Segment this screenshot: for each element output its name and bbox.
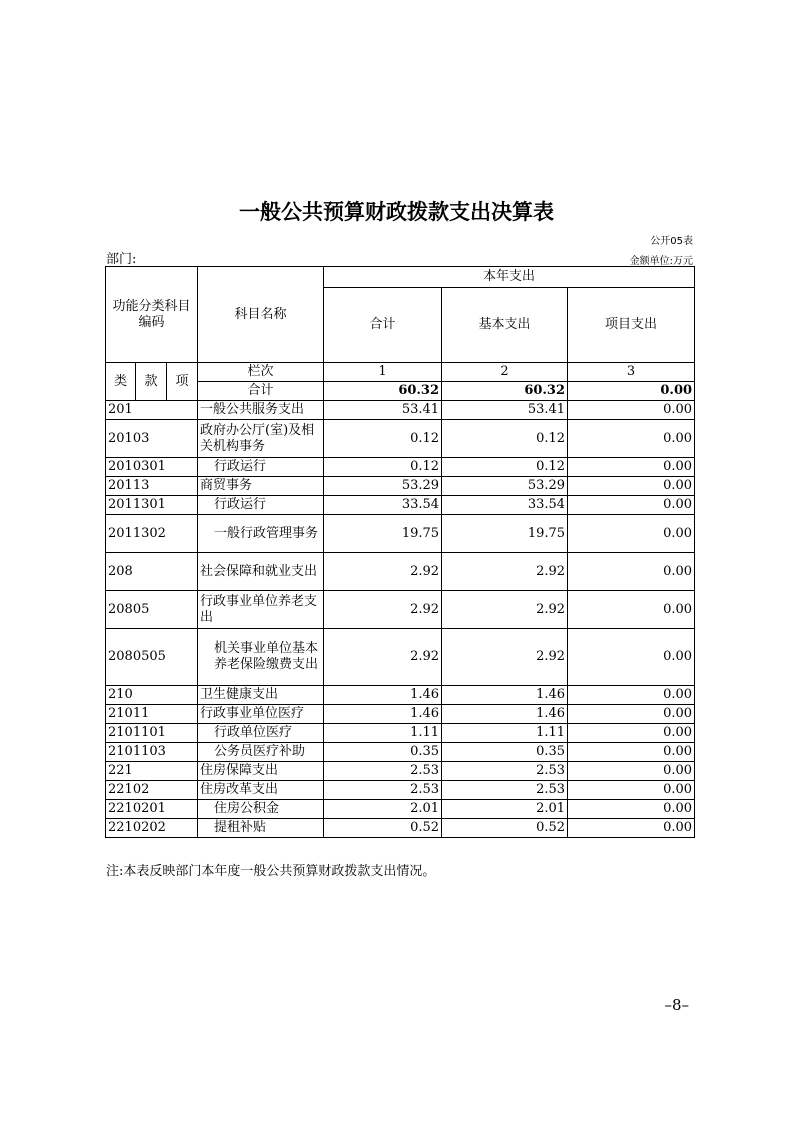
row-total: 33.54 <box>324 496 442 515</box>
row-code: 2210201 <box>106 800 198 819</box>
row-total: 2.92 <box>324 629 442 686</box>
row-basic: 1.46 <box>442 686 568 705</box>
table-row <box>106 553 695 591</box>
row-project: 0.00 <box>568 724 695 743</box>
header-total: 合计 <box>324 288 442 363</box>
row-subject-name: 政府办公厅(室)及相关机构事务 <box>198 420 324 458</box>
row-project: 0.00 <box>568 553 695 591</box>
row-code: 208 <box>106 553 198 591</box>
row-subject-name: 行政运行 <box>198 458 324 477</box>
header-subject-name: 科目名称 <box>198 267 324 363</box>
row-code: 201 <box>106 401 198 420</box>
row-code: 2010301 <box>106 458 198 477</box>
row-project: 0.00 <box>568 705 695 724</box>
row-basic: 0.12 <box>442 458 568 477</box>
header-func-code: 功能分类科目编码 <box>106 267 198 363</box>
row-total: 1.11 <box>324 724 442 743</box>
row-basic: 0.35 <box>442 743 568 762</box>
header-col3: 3 <box>568 363 695 382</box>
row-project: 0.00 <box>568 496 695 515</box>
row-total: 0.12 <box>324 458 442 477</box>
table-row <box>106 705 695 724</box>
row-total: 2.53 <box>324 781 442 800</box>
row-project: 0.00 <box>568 629 695 686</box>
row-code: 21011 <box>106 705 198 724</box>
header-xiang: 项 <box>167 363 198 401</box>
form-number: 公开05表 <box>650 236 693 247</box>
row-subject-name: 社会保障和就业支出 <box>198 553 324 591</box>
header-lei: 类 <box>106 363 136 401</box>
row-total: 2.01 <box>324 800 442 819</box>
row-total: 1.46 <box>324 686 442 705</box>
row-subject-name: 行政事业单位养老支出 <box>198 591 324 629</box>
row-subject-name: 行政单位医疗 <box>198 724 324 743</box>
table-row <box>106 743 695 762</box>
table-row <box>106 420 695 458</box>
row-code: 221 <box>106 762 198 781</box>
row-subject-name: 住房保障支出 <box>198 762 324 781</box>
header-col2: 2 <box>442 363 568 382</box>
row-project: 0.00 <box>568 781 695 800</box>
row-subject-name: 卫生健康支出 <box>198 686 324 705</box>
row-basic: 1.46 <box>442 705 568 724</box>
table-row <box>106 496 695 515</box>
page-number: –8– <box>664 996 689 1014</box>
row-subject-name: 商贸事务 <box>198 477 324 496</box>
header-col1: 1 <box>324 363 442 382</box>
sum-total: 60.32 <box>324 382 442 401</box>
row-project: 0.00 <box>568 420 695 458</box>
row-basic: 53.41 <box>442 401 568 420</box>
table-row <box>106 458 695 477</box>
row-project: 0.00 <box>568 686 695 705</box>
row-basic: 1.11 <box>442 724 568 743</box>
row-code: 2101103 <box>106 743 198 762</box>
row-project: 0.00 <box>568 477 695 496</box>
header-basic: 基本支出 <box>442 288 568 363</box>
row-code: 20103 <box>106 420 198 458</box>
row-total: 53.41 <box>324 401 442 420</box>
row-subject-name: 提租补贴 <box>198 819 324 838</box>
amount-unit-label: 金额单位:万元 <box>629 256 693 267</box>
row-subject-name: 行政运行 <box>198 496 324 515</box>
row-subject-name: 住房改革支出 <box>198 781 324 800</box>
department-label: 部门: <box>106 252 137 267</box>
table-row <box>106 629 695 686</box>
row-project: 0.00 <box>568 401 695 420</box>
table-row <box>106 781 695 800</box>
row-code: 20113 <box>106 477 198 496</box>
table-row <box>106 477 695 496</box>
row-code: 2101101 <box>106 724 198 743</box>
row-total: 19.75 <box>324 515 442 553</box>
table-row <box>106 800 695 819</box>
header-lanci: 栏次 <box>198 363 324 382</box>
row-code: 2011302 <box>106 515 198 553</box>
row-project: 0.00 <box>568 743 695 762</box>
row-project: 0.00 <box>568 800 695 819</box>
table-row <box>106 762 695 781</box>
row-subject-name: 公务员医疗补助 <box>198 743 324 762</box>
row-subject-name: 机关事业单位基本养老保险缴费支出 <box>198 629 324 686</box>
table-row <box>106 591 695 629</box>
row-subject-name: 住房公积金 <box>198 800 324 819</box>
table-note: 注:本表反映部门本年度一般公共预算财政拨款支出情况。 <box>106 864 436 879</box>
row-total: 0.52 <box>324 819 442 838</box>
sum-label: 合计 <box>198 382 324 401</box>
row-code: 210 <box>106 686 198 705</box>
table-row <box>106 724 695 743</box>
row-subject-name: 行政事业单位医疗 <box>198 705 324 724</box>
row-total: 0.35 <box>324 743 442 762</box>
row-basic: 2.92 <box>442 591 568 629</box>
row-total: 2.53 <box>324 762 442 781</box>
row-basic: 19.75 <box>442 515 568 553</box>
row-project: 0.00 <box>568 819 695 838</box>
table-row <box>106 819 695 838</box>
row-basic: 53.29 <box>442 477 568 496</box>
row-subject-name: 一般行政管理事务 <box>198 515 324 553</box>
row-basic: 2.53 <box>442 762 568 781</box>
row-project: 0.00 <box>568 591 695 629</box>
header-project: 项目支出 <box>568 288 695 363</box>
row-project: 0.00 <box>568 762 695 781</box>
row-code: 2011301 <box>106 496 198 515</box>
row-basic: 2.53 <box>442 781 568 800</box>
row-code: 2080505 <box>106 629 198 686</box>
row-total: 53.29 <box>324 477 442 496</box>
row-project: 0.00 <box>568 515 695 553</box>
row-basic: 0.12 <box>442 420 568 458</box>
page-title: 一般公共预算财政拨款支出决算表 <box>239 200 554 224</box>
header-current-year: 本年支出 <box>324 267 695 288</box>
row-basic: 2.92 <box>442 629 568 686</box>
expenditure-table <box>105 266 695 838</box>
row-code: 22102 <box>106 781 198 800</box>
row-basic: 0.52 <box>442 819 568 838</box>
row-total: 2.92 <box>324 591 442 629</box>
row-project: 0.00 <box>568 458 695 477</box>
sum-project: 0.00 <box>568 382 695 401</box>
row-code: 2210202 <box>106 819 198 838</box>
row-total: 2.92 <box>324 553 442 591</box>
table-row <box>106 401 695 420</box>
row-total: 0.12 <box>324 420 442 458</box>
row-total: 1.46 <box>324 705 442 724</box>
row-subject-name: 一般公共服务支出 <box>198 401 324 420</box>
sum-basic: 60.32 <box>442 382 568 401</box>
row-basic: 2.92 <box>442 553 568 591</box>
row-basic: 33.54 <box>442 496 568 515</box>
header-kuan: 款 <box>136 363 167 401</box>
table-row <box>106 515 695 553</box>
row-basic: 2.01 <box>442 800 568 819</box>
row-code: 20805 <box>106 591 198 629</box>
table-row <box>106 686 695 705</box>
